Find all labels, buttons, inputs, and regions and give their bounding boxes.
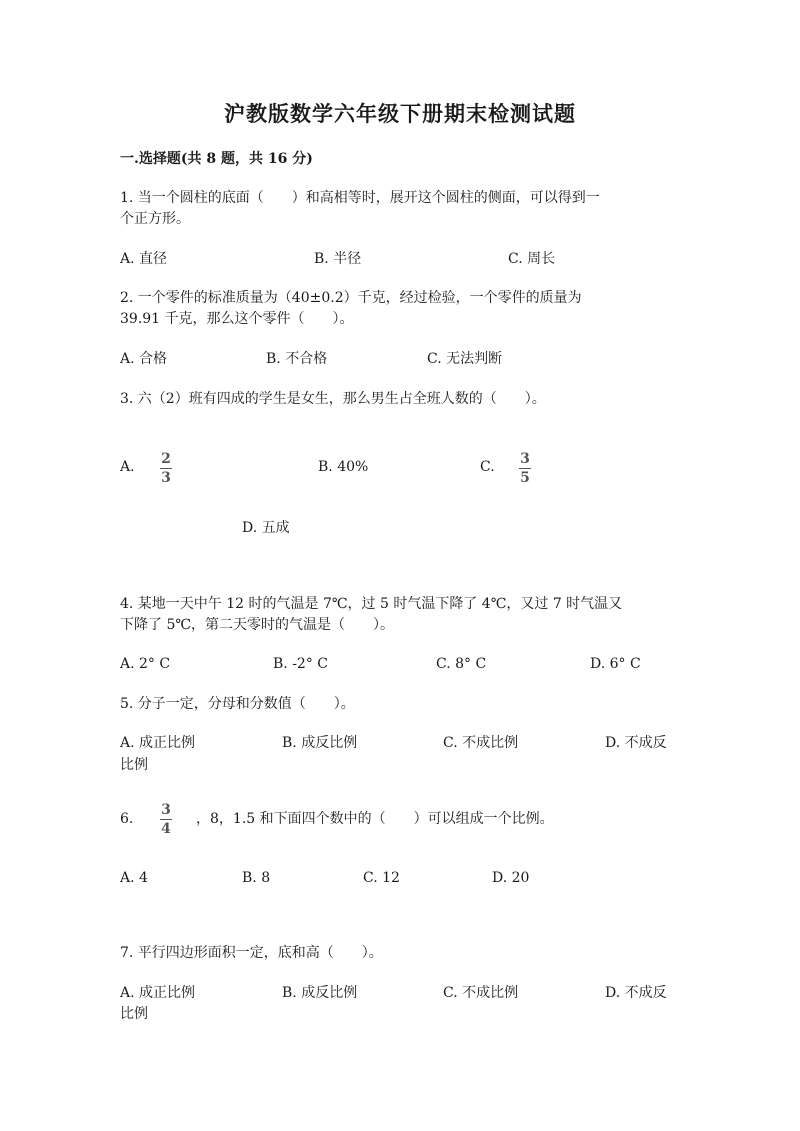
question-2-text-line2: 39.91 千克，那么这个零件（ ）。 <box>120 311 354 327</box>
option-c-fraction <box>519 451 531 486</box>
option-a: A. 成正比例 <box>120 735 196 751</box>
question-4-text-line1: 4. 某地一天中午 12 时的气温是 7℃，过 5 时气温下降了 4℃，又过 7 时气温又 <box>120 596 623 612</box>
option-b: B. 8 <box>242 870 271 886</box>
option-a: A. 成正比例 <box>120 985 196 1001</box>
question-5-text: 5. 分子一定，分母和分数值（ ）。 <box>120 696 355 712</box>
fraction-numerator: 3 <box>520 451 530 467</box>
question-6-text: ，8，1.5 和下面四个数中的（ ）可以组成一个比例。 <box>196 811 554 827</box>
question-1-text-line2: 个正方形。 <box>120 211 190 227</box>
option-b: B. 半径 <box>314 251 362 267</box>
fraction-denominator: 5 <box>520 470 530 486</box>
fraction-numerator: 3 <box>161 802 171 818</box>
section-heading: 一.选择题(共 8 题，共 16 分) <box>120 151 313 167</box>
question-7-text: 7. 平行四边形面积一定，底和高（ ）。 <box>120 945 383 961</box>
option-d: D. 五成 <box>242 520 290 536</box>
option-d: D. 不成反 <box>605 985 667 1001</box>
option-b: B. -2° C <box>273 656 328 672</box>
option-a-fraction <box>160 451 172 486</box>
fraction-bar <box>160 468 172 469</box>
option-c: C. 12 <box>363 870 400 886</box>
option-c: C. 8° C <box>436 656 487 672</box>
fraction-denominator: 4 <box>161 821 171 837</box>
option-c: C. 不成比例 <box>443 985 519 1001</box>
fraction-numerator: 2 <box>161 451 171 467</box>
question-3-text: 3. 六（2）班有四成的学生是女生，那么男生占全班人数的（ ）。 <box>120 391 546 407</box>
question-1-text-line1: 1. 当一个圆柱的底面（ ）和高相等时，展开这个圆柱的侧面，可以得到一 <box>120 190 600 206</box>
question-6-number: 6. <box>120 811 134 827</box>
question-6-fraction <box>160 802 172 837</box>
option-b: B. 40% <box>318 459 369 475</box>
page-title: 沪教版数学六年级下册期末检测试题 <box>224 101 576 126</box>
option-a: A. 合格 <box>120 351 168 367</box>
question-4-text-line2: 下降了 5℃，第二天零时的气温是（ ）。 <box>120 617 395 633</box>
fraction-denominator: 3 <box>161 470 171 486</box>
option-c-label: C. <box>480 459 495 475</box>
option-d: D. 6° C <box>590 656 641 672</box>
option-a: A. 2° C <box>120 656 171 672</box>
option-c: C. 无法判断 <box>427 351 503 367</box>
option-a: A. 直径 <box>120 251 168 267</box>
option-d: D. 20 <box>492 870 530 886</box>
option-c: C. 周长 <box>508 251 556 267</box>
option-b: B. 成反比例 <box>282 735 358 751</box>
option-c: C. 不成比例 <box>443 735 519 751</box>
question-2-text-line1: 2. 一个零件的标准质量为（40±0.2）千克，经过检验，一个零件的质量为 <box>120 290 582 306</box>
fraction-bar <box>160 819 172 820</box>
option-b: B. 成反比例 <box>282 985 358 1001</box>
option-d: D. 不成反 <box>605 735 667 751</box>
fraction-bar <box>519 468 531 469</box>
option-b: B. 不合格 <box>266 351 328 367</box>
option-a: A. 4 <box>120 870 148 886</box>
option-d-continued: 比例 <box>120 757 148 773</box>
option-d-continued: 比例 <box>120 1006 148 1022</box>
option-a-label: A. <box>120 459 135 475</box>
